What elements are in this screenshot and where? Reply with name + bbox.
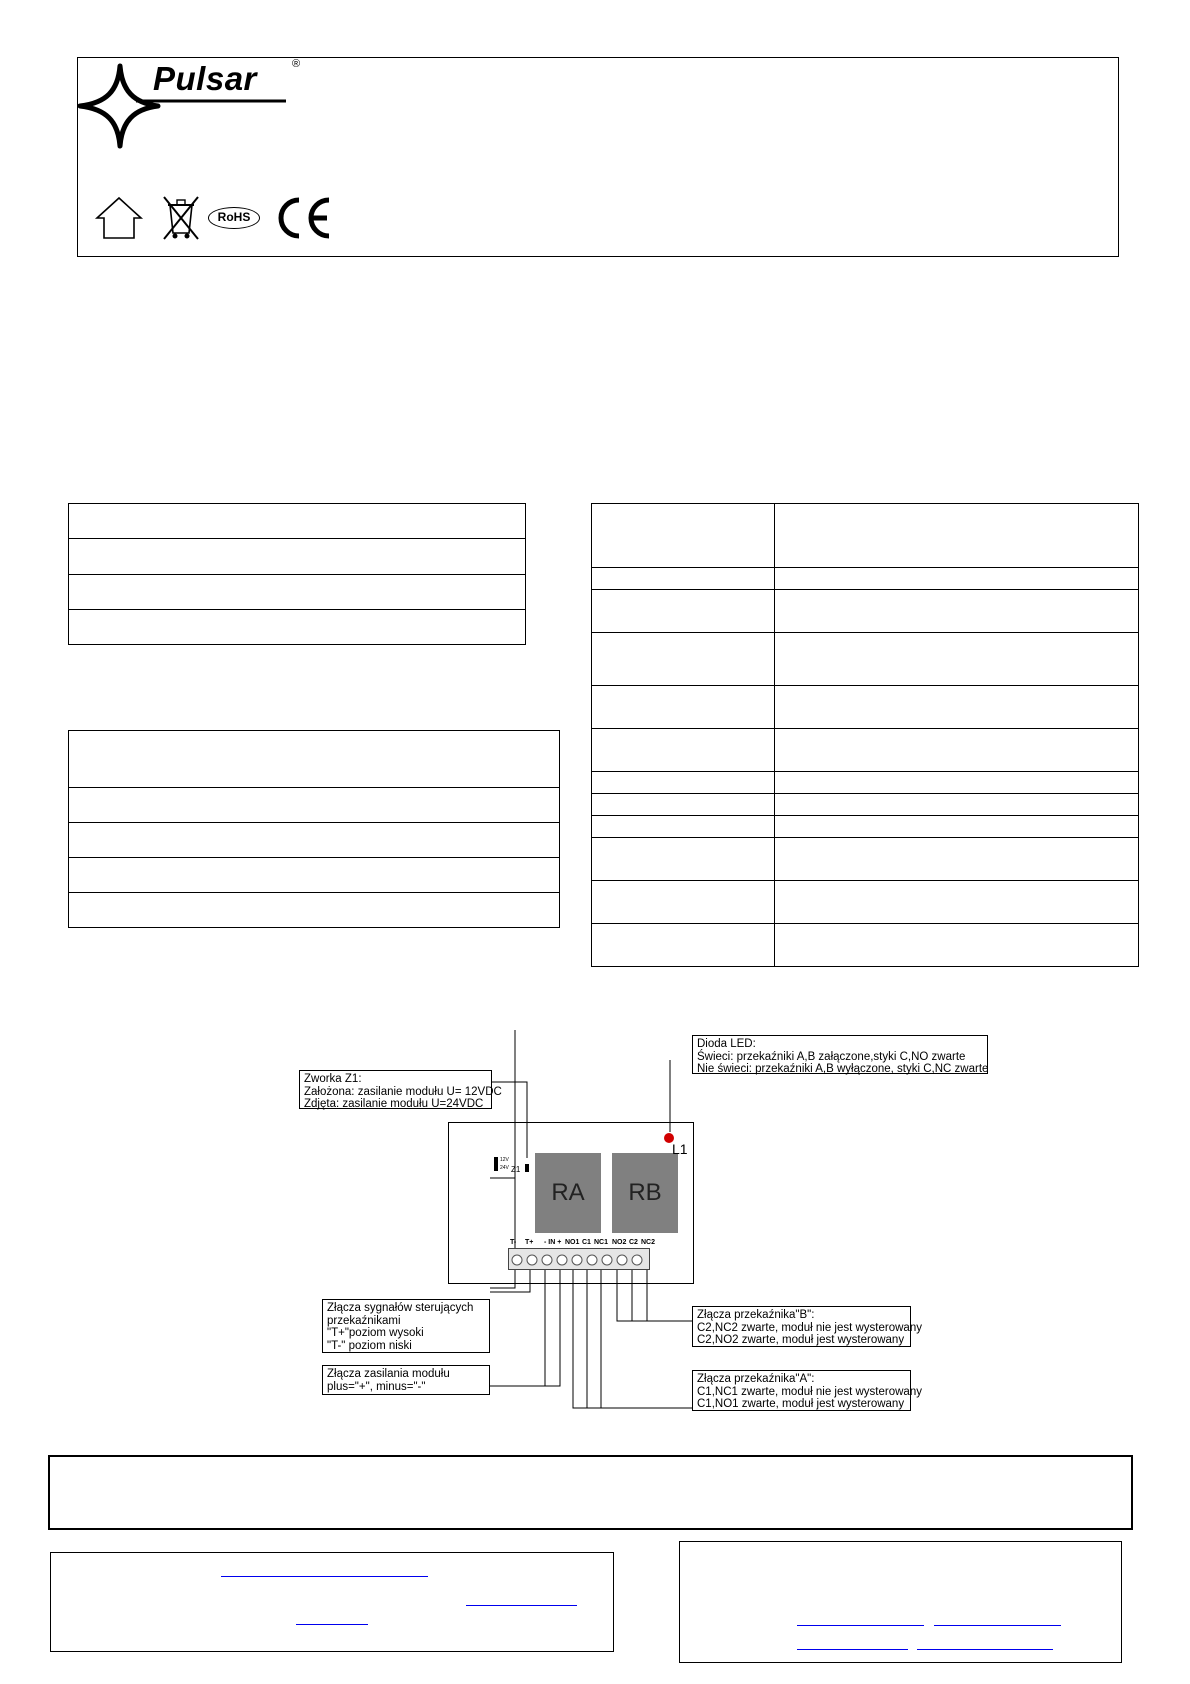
table-cell bbox=[775, 772, 1139, 794]
terminal-label: NC1 bbox=[594, 1239, 609, 1246]
terminal-label: NC2 bbox=[641, 1239, 656, 1246]
table-cell bbox=[775, 794, 1139, 816]
callout-line: Złącza przekaźnika"B": bbox=[697, 1309, 815, 1321]
callout-line: "T+"poziom wysoki bbox=[327, 1327, 424, 1339]
table-cell bbox=[69, 574, 526, 609]
link-underline[interactable] bbox=[797, 1649, 908, 1650]
callout-line: Złącza sygnałów sterujących bbox=[327, 1302, 474, 1314]
led-callout bbox=[692, 1035, 988, 1074]
relay-a bbox=[535, 1153, 601, 1233]
table-cell bbox=[592, 686, 775, 729]
table-cell bbox=[592, 772, 775, 794]
table-cell bbox=[592, 794, 775, 816]
callout-line: Złącza przekaźnika"A": bbox=[697, 1373, 815, 1385]
table-cell bbox=[592, 924, 775, 967]
table-cell bbox=[592, 590, 775, 633]
terminal-label: T+ bbox=[525, 1239, 534, 1246]
table-cell bbox=[775, 729, 1139, 772]
table-cell bbox=[775, 924, 1139, 967]
jumper-pin bbox=[525, 1164, 529, 1172]
link-underline[interactable] bbox=[221, 1576, 428, 1577]
table-cell bbox=[592, 881, 775, 924]
link-underline[interactable] bbox=[934, 1625, 1061, 1626]
table-cell bbox=[592, 504, 775, 568]
relay-b bbox=[612, 1153, 678, 1233]
terminal-label: C2 bbox=[629, 1239, 638, 1246]
callout-line: Nie świeci: przekaźniki A,B wyłączone, styki C,NC zwarte bbox=[697, 1063, 989, 1075]
rohs-label: RoHS bbox=[217, 210, 251, 224]
callout-line: plus="+", minus="-" bbox=[327, 1380, 426, 1393]
table-cell bbox=[592, 729, 775, 772]
callout-line: Złącza zasilania modułu bbox=[327, 1368, 450, 1380]
table-cell bbox=[775, 881, 1139, 924]
relay-a-callout bbox=[692, 1370, 922, 1411]
spec-table-1 bbox=[68, 503, 526, 645]
callout-line: przekaźnikami bbox=[327, 1314, 401, 1327]
table-cell bbox=[69, 893, 560, 928]
terminal-label: NO1 bbox=[565, 1239, 580, 1246]
jumper-block bbox=[494, 1157, 498, 1171]
callout-line: Założona: zasilanie modułu U= 12VDC bbox=[304, 1085, 502, 1098]
relay-b-callout bbox=[692, 1306, 922, 1347]
terminal-label: NO2 bbox=[612, 1239, 627, 1246]
link-underline[interactable] bbox=[797, 1625, 924, 1626]
callout-line: C2,NC2 zwarte, moduł nie jest wysterowany bbox=[697, 1321, 922, 1334]
table-cell bbox=[775, 633, 1139, 686]
callout-line: "T-" poziom niski bbox=[327, 1339, 412, 1352]
spec-table-3 bbox=[591, 503, 1139, 966]
table-cell bbox=[592, 568, 775, 590]
table-cell bbox=[69, 504, 526, 539]
table-cell bbox=[69, 823, 560, 858]
contact-box-right bbox=[679, 1541, 1122, 1663]
table-cell bbox=[592, 816, 775, 838]
jumper-callout bbox=[299, 1070, 502, 1110]
link-underline[interactable] bbox=[296, 1624, 368, 1625]
table-cell bbox=[69, 858, 560, 893]
header-box bbox=[77, 57, 1119, 257]
wiring-diagram bbox=[0, 1030, 1190, 1420]
table-cell bbox=[775, 686, 1139, 729]
callout-line: Zworka Z1: bbox=[304, 1073, 362, 1085]
table-cell bbox=[69, 539, 526, 574]
callout-line: C1,NC1 zwarte, moduł nie jest wysterowany bbox=[697, 1385, 922, 1398]
rohs-icon bbox=[208, 207, 260, 229]
terminal-label: - IN + bbox=[544, 1239, 562, 1246]
terminal-strip bbox=[508, 1248, 650, 1270]
module-board bbox=[448, 1122, 694, 1284]
terminal-label: T- bbox=[510, 1239, 517, 1246]
relay-b-label: RB bbox=[628, 1179, 662, 1206]
jumper-label: Z1 bbox=[511, 1165, 521, 1174]
table-cell bbox=[775, 568, 1139, 590]
notice-box bbox=[48, 1455, 1133, 1530]
led-label: L1 bbox=[672, 1141, 688, 1157]
contact-box-left bbox=[50, 1552, 614, 1652]
table-cell bbox=[775, 816, 1139, 838]
table-cell bbox=[775, 838, 1139, 881]
table-cell bbox=[592, 633, 775, 686]
power-callout bbox=[322, 1365, 490, 1395]
relay-a-label: RA bbox=[551, 1179, 585, 1206]
table-cell bbox=[775, 590, 1139, 633]
callout-line: Dioda LED: bbox=[697, 1038, 756, 1050]
weee-bin-icon bbox=[160, 193, 202, 241]
terminal-screws bbox=[509, 1249, 649, 1269]
registered-mark: ® bbox=[292, 58, 301, 70]
jumper-12v-label: 12V bbox=[500, 1157, 509, 1163]
signals-callout bbox=[322, 1299, 490, 1353]
ce-mark-icon bbox=[275, 196, 335, 240]
table-cell bbox=[69, 788, 560, 823]
jumper-24v-label: 24V bbox=[500, 1165, 509, 1171]
callout-line: Świeci: przekaźniki A,B załączone,styki C,NO zwarte bbox=[697, 1050, 966, 1063]
callout-line: C1,NO1 zwarte, moduł jest wysterowany bbox=[697, 1398, 905, 1410]
table-cell bbox=[69, 609, 526, 644]
table-cell bbox=[592, 838, 775, 881]
link-underline[interactable] bbox=[917, 1649, 1053, 1650]
spec-table-2 bbox=[68, 730, 560, 928]
brand-name: Pulsar bbox=[153, 60, 257, 97]
table-cell bbox=[775, 504, 1139, 568]
callout-line: Zdjęta: zasilanie modułu U=24VDC bbox=[304, 1098, 484, 1110]
indoor-house-icon bbox=[94, 195, 144, 241]
terminal-label: C1 bbox=[582, 1239, 591, 1246]
callout-line: C2,NO2 zwarte, moduł jest wysterowany bbox=[697, 1334, 905, 1346]
link-underline[interactable] bbox=[466, 1605, 577, 1606]
table-cell bbox=[69, 731, 560, 788]
